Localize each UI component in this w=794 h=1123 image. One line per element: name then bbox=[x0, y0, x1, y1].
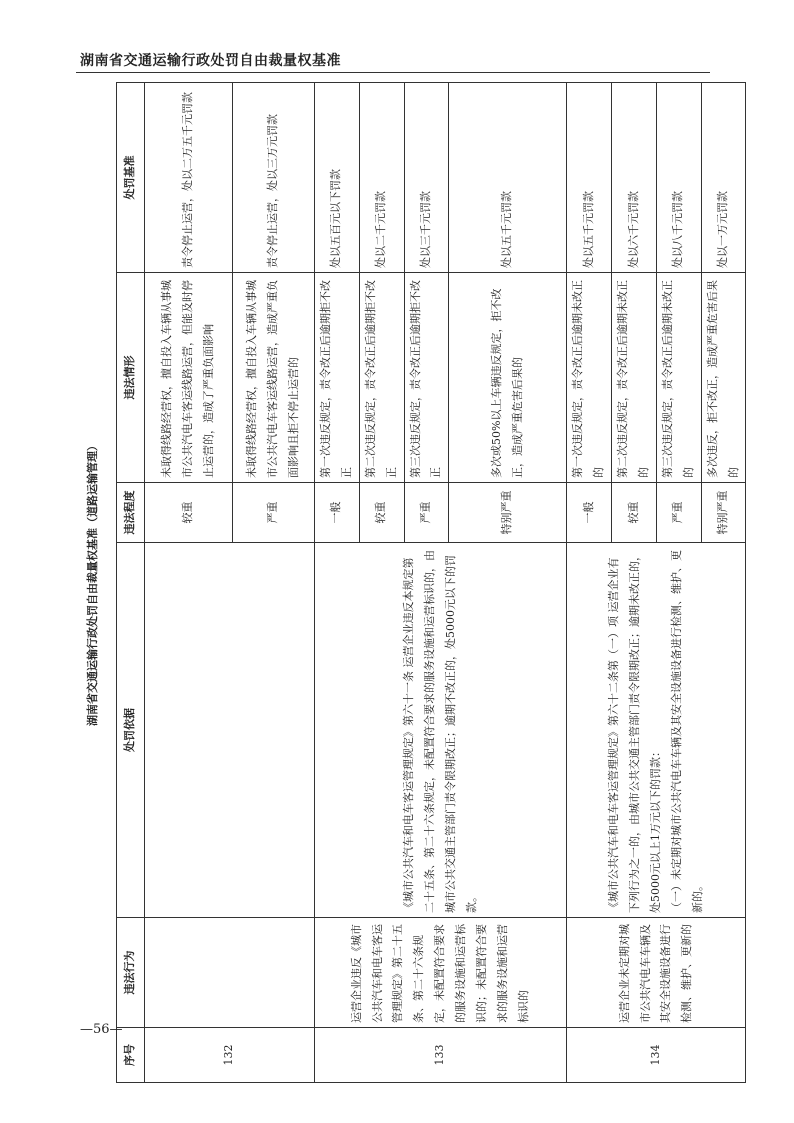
row-134-degree-4: 特别严重 bbox=[701, 483, 746, 543]
table-caption: 湖南省交通运输行政处罚自由裁量权基准（道路运输管理） bbox=[86, 440, 99, 726]
page-number: —56— bbox=[80, 1022, 123, 1037]
row-132-situation-1: 未取得线路经营权，擅自投入车辆从事城市公共汽电车客运线路运营，但能及时停止运营的，造成了严重负面影响 bbox=[145, 273, 233, 483]
row-134-basis-line-2: （一）未定期对城市公共汽电车车辆及其安全设施设备进行检测、维护、更新的。 bbox=[669, 550, 704, 913]
row-133-situation-4: 多次或50%以上车辆违反规定，拒不改正，造成严重危害后果的 bbox=[449, 273, 567, 483]
row-133-situation-3: 第三次违反规定，责令改正后逾期拒不改正 bbox=[404, 273, 449, 483]
row-134-situation-3: 第三次违反规定，责令改正后逾期未改正的 bbox=[656, 273, 701, 483]
row-134-act: 运营企业未定期对城市公共汽电车车辆及其安全设施设备进行检测、维护、更新的 bbox=[567, 918, 746, 1028]
col-act: 违法行为 bbox=[117, 918, 145, 1028]
table-row bbox=[315, 83, 360, 1083]
row-132-basis bbox=[145, 543, 315, 918]
row-132-standard-2: 责令停止运营，处以三万元罚款 bbox=[233, 83, 315, 273]
row-133-standard-4: 处以五千元罚款 bbox=[449, 83, 567, 273]
row-132-seq: 132 bbox=[145, 1028, 315, 1083]
row-133-degree-4: 特别严重 bbox=[449, 483, 567, 543]
row-134-situation-4: 多次违反，拒不改正，造成严重危害后果的 bbox=[701, 273, 746, 483]
row-134-seq: 134 bbox=[567, 1028, 746, 1083]
row-134-degree-2: 较重 bbox=[612, 483, 657, 543]
col-degree: 违法程度 bbox=[117, 483, 145, 543]
row-133-degree-2: 较重 bbox=[359, 483, 404, 543]
row-134-standard-1: 处以五千元罚款 bbox=[567, 83, 612, 273]
table-header-row bbox=[117, 83, 145, 1083]
row-134-degree-1: 一般 bbox=[567, 483, 612, 543]
penalty-table bbox=[116, 82, 746, 1083]
row-134-situation-1: 第一次违反规定，责令改正后逾期未改正的 bbox=[567, 273, 612, 483]
row-134-standard-3: 处以八千元罚款 bbox=[656, 83, 701, 273]
row-133-basis: 《城市公共汽车和电车客运管理规定》第六十一条 运营企业违反本规定第二十五条、第二十六条规定，未配置符合要求的服务设施和运营标识的，由城市公共交通主管部门责令限期改正；逾期不改正的，处5000元以下的罚款。 bbox=[315, 543, 567, 918]
row-133-standard-2: 处以二千元罚款 bbox=[359, 83, 404, 273]
row-134-standard-2: 处以六千元罚款 bbox=[612, 83, 657, 273]
row-133-situation-1: 第一次违反规定，责令改正后逾期拒不改正 bbox=[315, 273, 360, 483]
row-132-degree-1: 较重 bbox=[145, 483, 233, 543]
row-133-standard-3: 处以三千元罚款 bbox=[404, 83, 449, 273]
row-133-act: 运营企业违反《城市公共汽车和电车客运管理规定》第二十五条、第二十六条规定，未配置符合要求的服务设施和运营标识的；未配置符合要求的服务设施和运营标识的 bbox=[315, 918, 567, 1028]
table-row bbox=[567, 83, 612, 1083]
row-133-degree-3: 严重 bbox=[404, 483, 449, 543]
row-134-situation-2: 第二次违反规定，责令改正后逾期未改正的 bbox=[612, 273, 657, 483]
row-132-degree-2: 严重 bbox=[233, 483, 315, 543]
row-133-situation-2: 第二次违反规定，责令改正后逾期拒不改正 bbox=[359, 273, 404, 483]
col-seq: 序号 bbox=[117, 1028, 145, 1083]
table-row bbox=[145, 83, 233, 1083]
col-basis: 处罚依据 bbox=[117, 543, 145, 918]
row-132-situation-2: 未取得线路经营权，擅自投入车辆从事城市公共汽电车客运线路运营，造成严重负面影响且拒不停止运营的 bbox=[233, 273, 315, 483]
row-134-standard-4: 处以一万元罚款 bbox=[701, 83, 746, 273]
col-situation: 违法情形 bbox=[117, 273, 145, 483]
row-134-basis-line-1: 《城市公共汽车和电车客运管理规定》第六十二条第（一）项 运营企业有下列行为之一的，由城市公共交通主管部门责令限期改正；逾期未改正的，处5000元以上1万元以下的罚款： bbox=[607, 550, 662, 913]
page-header-title: 湖南省交通运输行政处罚自由裁量权基准 bbox=[80, 53, 341, 69]
row-134-basis bbox=[567, 543, 746, 918]
row-133-degree-1: 一般 bbox=[315, 483, 360, 543]
row-133-seq: 133 bbox=[315, 1028, 567, 1083]
col-standard: 处罚基准 bbox=[117, 83, 145, 273]
row-133-standard-1: 处以五百元以下罚款 bbox=[315, 83, 360, 273]
row-132-act bbox=[145, 918, 315, 1028]
row-134-degree-3: 严重 bbox=[656, 483, 701, 543]
header-rule bbox=[76, 72, 710, 73]
row-132-standard-1: 责令停止运营，处以二万五千元罚款 bbox=[145, 83, 233, 273]
